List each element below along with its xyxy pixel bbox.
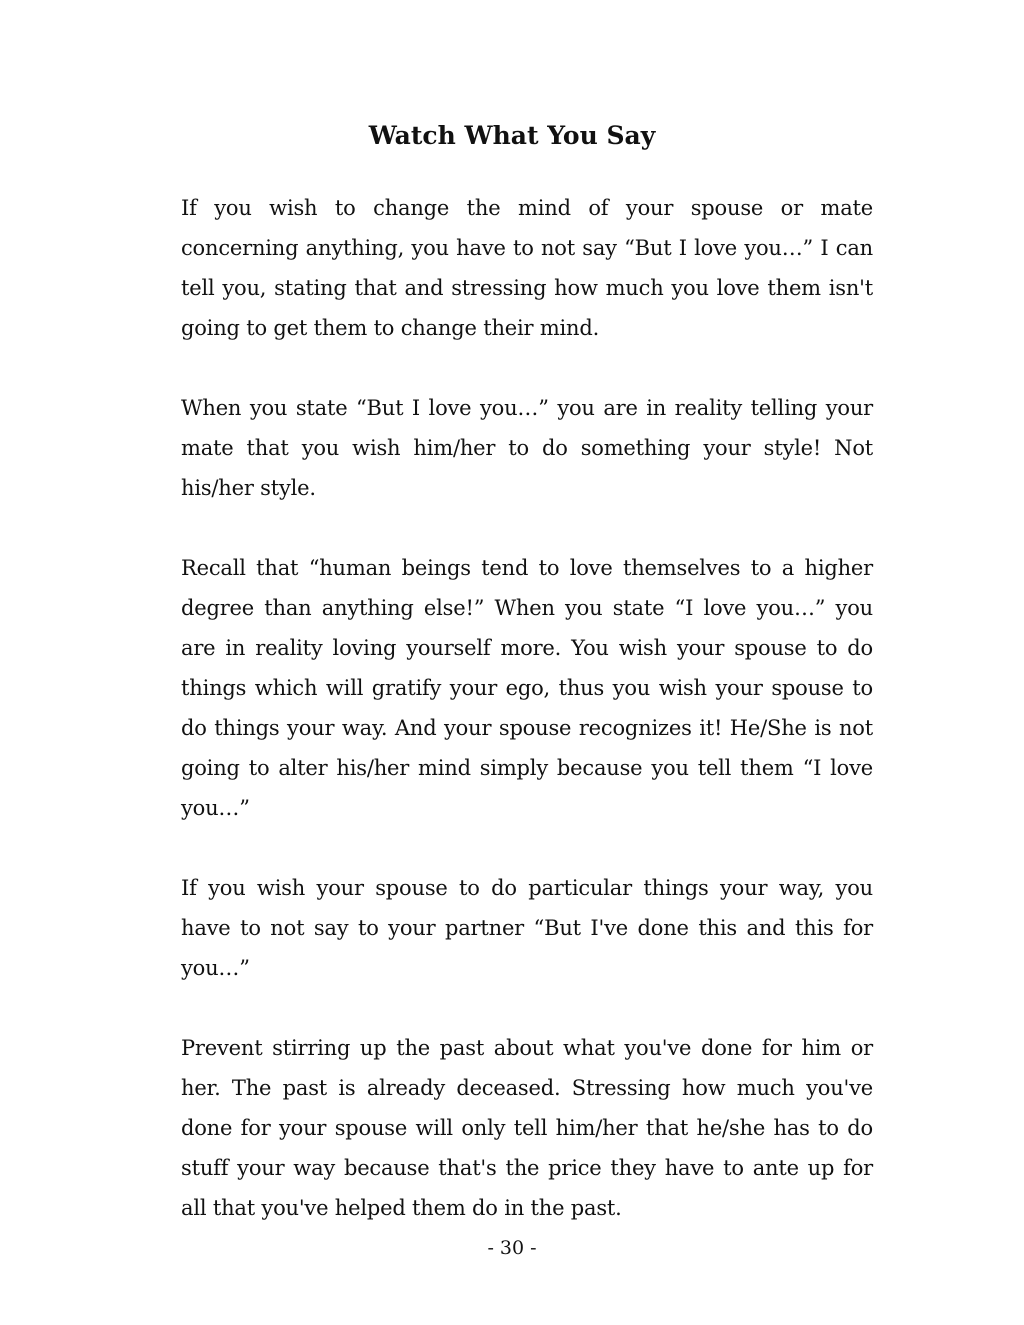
page-number: - 30 - (487, 1237, 537, 1259)
page-title: Watch What You Say (368, 121, 656, 150)
body-text (181, 188, 873, 1268)
paragraph-3: Recall that “human beings tend to love themselves to a higher degree than anything else!” When you state “I love you…” you are in reality loving yourself more. You wish your spouse to do things which will gratify your ego, thus you wish your spouse to do things your way. And your spouse recognizes it! He/She is not going to alter his/her mind simply because you tell them “I love you…” (181, 556, 873, 820)
paragraph-5: Prevent stirring up the past about what you've done for him or her. The past is already deceased. Stressing how much you've done for your spouse will only tell him/her that he/she has to do stuff your way because that's the price they have to ante up for all that you've helped them do in the past. (181, 1036, 873, 1220)
paragraph-4: If you wish your spouse to do particular things your way, you have to not say to your partner “But I've done this and this for you…” (181, 876, 873, 980)
paragraph-2: When you state “But I love you…” you are in reality telling your mate that you wish him/her to do something your style! Not his/her style. (181, 396, 873, 500)
paragraph-1: If you wish to change the mind of your spouse or mate concerning anything, you have to not say “But I love you…” I can tell you, stating that and stressing how much you love them isn't going to get them to change their mind. (181, 196, 873, 340)
